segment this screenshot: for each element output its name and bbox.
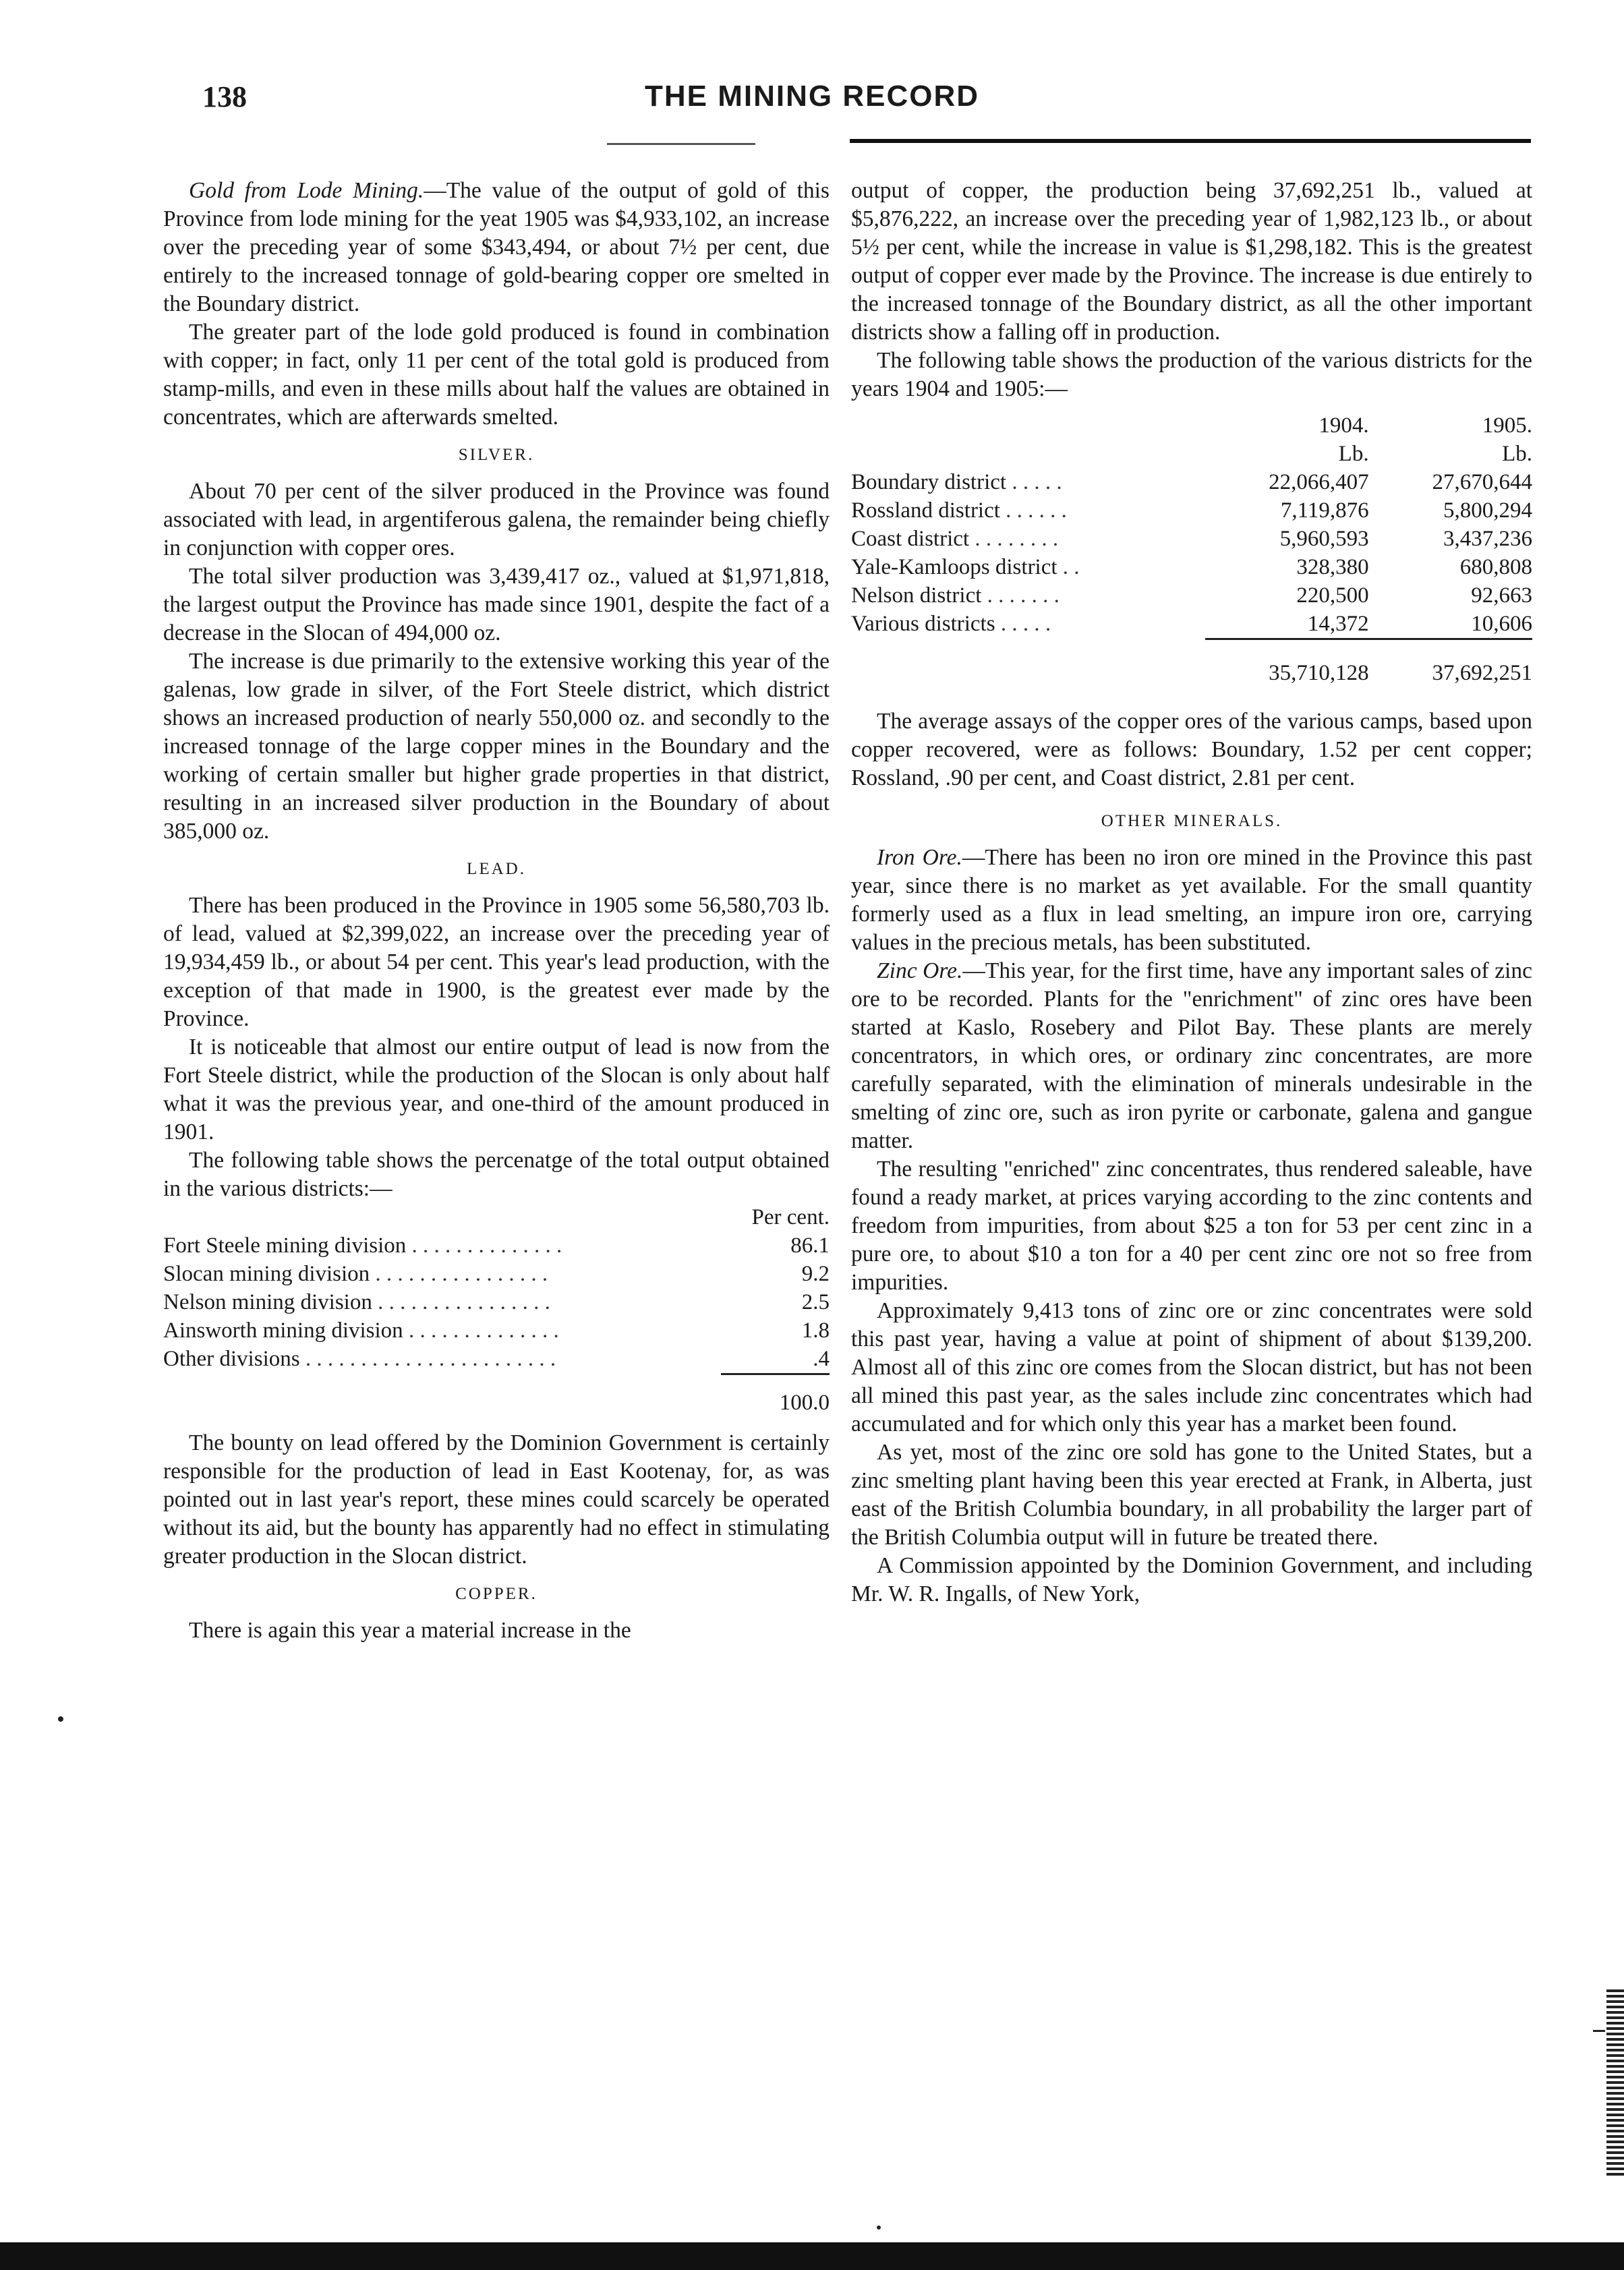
- total-1905: 37,692,251: [1369, 639, 1532, 688]
- district-name: Nelson mining division: [163, 1290, 372, 1314]
- value-1905: 92,663: [1471, 583, 1532, 608]
- header-rule-right: [850, 139, 1531, 143]
- gold-runin-heading: Gold from Lode Mining.: [189, 178, 424, 203]
- scan-edge-mark: [1593, 2030, 1605, 2032]
- zinc-paragraph-4: As yet, most of the zinc ore sold has gone to the United States, but a zinc smelting plant having been this year erected at Frank, in Alberta, just east of the British Columbia boundary, in all probability the larger part of the British Columbia output will in future be treated there.: [851, 1440, 1532, 1550]
- gold-paragraph-1: [163, 177, 830, 318]
- percent-column-header: Per cent.: [751, 1205, 830, 1229]
- value-1905: 27,670,644: [1432, 470, 1532, 494]
- scan-speck: [58, 1716, 63, 1722]
- district-name: Slocan mining division: [163, 1262, 370, 1286]
- table-row: [163, 1288, 830, 1316]
- scan-edge-artifact: [1606, 1989, 1624, 2178]
- table-row: [163, 1316, 830, 1345]
- running-title: THE MINING RECORD: [645, 80, 979, 113]
- zinc-paragraph-2: The resulting "enriched" zinc concentrates, thus rendered saleable, have found a ready market, at prices varying according to the zinc contents and freedom from impurities, from about $25 a ton for 53 per cent zinc in a pure ore, to about $10 a ton for a 40 per cent zinc ore not so free from impurities.: [851, 1157, 1532, 1295]
- gold-paragraph-2: The greater part of the lode gold produced is found in combination with copper; in fact, only 11 per cent of the total gold is produced from stamp-mills, and even in these mills about half the values are obtained in concentrates, which are afterwards smelted.: [163, 320, 830, 430]
- page-header: [0, 80, 1624, 134]
- value-1904: 14,372: [1307, 612, 1369, 636]
- value-1904: 7,119,876: [1280, 498, 1369, 523]
- table-row: [163, 1260, 830, 1288]
- silver-paragraph-2: The total silver production was 3,439,417 oz., valued at $1,971,818, the largest output the Province has made since 1901, despite the fact of a decrease in the Slocan of 494,000 oz.: [163, 564, 830, 645]
- table-row: [851, 581, 1532, 610]
- lead-paragraph-2: It is noticeable that almost our entire output of lead is now from the Fort Steele district, while the production of the Slocan is only about half what it was the previous year, and one-third of the amount produced in 1901.: [163, 1035, 830, 1144]
- district-name: Rossland district: [851, 498, 1000, 523]
- table-row: [163, 1231, 830, 1260]
- iron-text: —There has been no iron ore mined in the Province this past year, since there is no market as yet available. For the small quantity formerly used as a flux in lead smelting, an impure iron ore, carrying values in the precious metals, has been substituted.: [851, 845, 1532, 955]
- table-row: [851, 525, 1532, 553]
- percent-total: 100.0: [721, 1374, 830, 1418]
- scan-bottom-border: [0, 2242, 1624, 2270]
- value-1904: 328,380: [1296, 555, 1369, 579]
- zinc-runin-heading: Zinc Ore.: [877, 958, 963, 983]
- value-1905: 10,606: [1471, 612, 1532, 636]
- lead-percentage-table: [163, 1203, 830, 1417]
- copper-paragraph-2: The following table shows the production of the various districts for the years 1904 and 1905:—: [851, 348, 1532, 401]
- zinc-paragraph-3: Approximately 9,413 tons of zinc ore or zinc concentrates were sold this past year, having a value at point of shipment of about $139,200. Almost all of this zinc ore comes from the Slocan district, but has not been all mined this past year, as the sales include zinc concentrates which had accumulated and for which only this year has a market been found.: [851, 1298, 1532, 1436]
- lead-paragraph-1: There has been produced in the Province in 1905 some 56,580,703 lb. of lead, valued at $2,399,022, an increase over the preceding year of 19,934,459 lb., or about 54 per cent. This year's lead production, with the exception of that made in 1900, is the greatest ever made by the Province.: [163, 893, 830, 1031]
- zinc-paragraph-5: A Commission appointed by the Dominion Government, and including Mr. W. R. Ingalls, of New York,: [851, 1553, 1532, 1606]
- percent-value: 1.8: [801, 1318, 830, 1343]
- leader-dots: . . . . . . . . . . . . . . . .: [375, 1262, 548, 1286]
- other-minerals-heading: OTHER MINERALS.: [1101, 812, 1283, 830]
- page-number: 138: [202, 80, 247, 113]
- silver-paragraph-1: About 70 per cent of the silver produced in the Province was found associated with lead, in argentiferous galena, the remainder being chiefly in conjunction with copper ores.: [163, 479, 830, 560]
- copper-paragraph-1-start: There is again this year a material increase in the: [189, 1618, 631, 1643]
- left-column: [163, 177, 830, 1645]
- unit-1904: Lb.: [1338, 442, 1369, 466]
- iron-paragraph: [851, 844, 1532, 957]
- silver-heading: SILVER.: [458, 446, 535, 464]
- percent-value: 9.2: [801, 1262, 830, 1286]
- value-1905: 680,808: [1459, 555, 1532, 579]
- leader-dots: . . . . . . . .: [975, 527, 1059, 551]
- value-1905: 3,437,236: [1443, 527, 1532, 551]
- leader-dots: . . . . .: [1000, 612, 1051, 636]
- percent-value: 2.5: [801, 1290, 830, 1314]
- leader-dots: . . . . . . . . . . . . . .: [408, 1318, 559, 1343]
- silver-paragraph-3: The increase is due primarily to the extensive working this year of the galenas, low grade in silver, of the Fort Steele district, which district shows an increased production of nearly 550,000 oz. and secondly to the increased tonnage of the large copper mines in the Boundary and the working of certain smaller but higher grade properties in that district, resulting in an increased silver production in the Boundary of about 385,000 oz.: [163, 649, 830, 844]
- iron-runin-heading: Iron Ore.: [877, 845, 962, 870]
- leader-dots: . . . . .: [1012, 470, 1062, 494]
- copper-paragraph-1-continued: output of copper, the production being 37,692,251 lb., valued at $5,876,222, an increase over the preceding year of 1,982,123 lb., or about 5½ per cent, while the increase in value is $1,298,182. This is the greatest output of copper ever made by the Province. The increase is due entirely to the increased tonnage of the Boundary district, as all the other important districts show a falling off in production.: [851, 178, 1532, 345]
- zinc-text-1: —This year, for the first time, have any important sales of zinc ore to be recorded. Plants for the "enrichment" of zinc ores have been started at Kaslo, Rosebery and Pilot Bay. These plants are merely concentrators, in which ores, or ordinary zinc concentrates, are more carefully separated, with the elimination of minerals undesirable in the smelting of zinc ore, such as iron pyrite or carbonate, galena and gangue matter.: [851, 958, 1532, 1153]
- district-name: Other divisions: [163, 1347, 300, 1371]
- leader-dots: . . . . . . .: [987, 583, 1060, 608]
- lead-paragraph-3: The following table shows the percenatge of the total output obtained in the various districts:—: [163, 1148, 830, 1201]
- zinc-paragraph-1: [851, 957, 1532, 1155]
- table-row: [851, 553, 1532, 581]
- district-name: Yale-Kamloops district: [851, 555, 1057, 579]
- district-name: Boundary district: [851, 470, 1007, 494]
- total-1904: 35,710,128: [1205, 639, 1368, 688]
- value-1904: 22,066,407: [1269, 470, 1369, 494]
- percent-value: .4: [813, 1347, 830, 1371]
- lead-paragraph-4: The bounty on lead offered by the Dominion Government is certainly responsible for the production of lead in East Kootenay, for, as was pointed out in last year's report, these mines could scarcely be operated without its aid, but the bounty has apparently had no effect in stimulating greater production in the Slocan district.: [163, 1430, 830, 1569]
- copper-heading: COPPER.: [455, 1585, 538, 1603]
- header-rule-left: [607, 143, 755, 145]
- leader-dots: . . . . . .: [1006, 498, 1067, 523]
- right-column: [851, 177, 1532, 1608]
- table-row: [851, 610, 1532, 639]
- value-1904: 220,500: [1296, 583, 1369, 608]
- percent-value: 86.1: [790, 1233, 830, 1258]
- district-name: Nelson district: [851, 583, 982, 608]
- value-1904: 5,960,593: [1279, 527, 1369, 551]
- leader-dots: . . . . . . . . . . . . . . . .: [378, 1290, 550, 1314]
- district-name: Fort Steele mining division: [163, 1233, 407, 1258]
- lead-heading: LEAD.: [467, 860, 526, 878]
- value-1905: 5,800,294: [1443, 498, 1532, 523]
- gold-text-1: —The value of the output of gold of this Province from lode mining for the yeat 1905 was $4,933,102, an increase over the preceding year of some $343,494, or about 7½ per cent, due entirely to the increased tonnage of gold-bearing copper ore smelted in the Boundary district.: [163, 178, 830, 316]
- year-1905-header: 1905.: [1482, 413, 1532, 438]
- district-name: Ainsworth mining division: [163, 1318, 403, 1343]
- copper-production-table: [851, 411, 1532, 687]
- table-row: [851, 496, 1532, 525]
- leader-dots: . . . . . . . . . . . . . .: [411, 1233, 562, 1258]
- leader-dots: . . . . . . . . . . . . . . . . . . . . . . .: [305, 1347, 556, 1371]
- copper-paragraph-3: The average assays of the copper ores of the various camps, based upon copper recovered, were as follows: Boundary, 1.52 per cent copper; Rossland, .90 per cent, and Coast district, 2.81 per cent.: [851, 709, 1532, 790]
- leader-dots: . .: [1062, 555, 1080, 579]
- district-name: Various districts: [851, 612, 995, 636]
- district-name: Coast district: [851, 527, 970, 551]
- year-1904-header: 1904.: [1318, 413, 1369, 438]
- table-row: [851, 468, 1532, 496]
- table-row: [163, 1345, 830, 1374]
- scan-speck: [877, 2225, 881, 2230]
- unit-1905: Lb.: [1502, 442, 1532, 466]
